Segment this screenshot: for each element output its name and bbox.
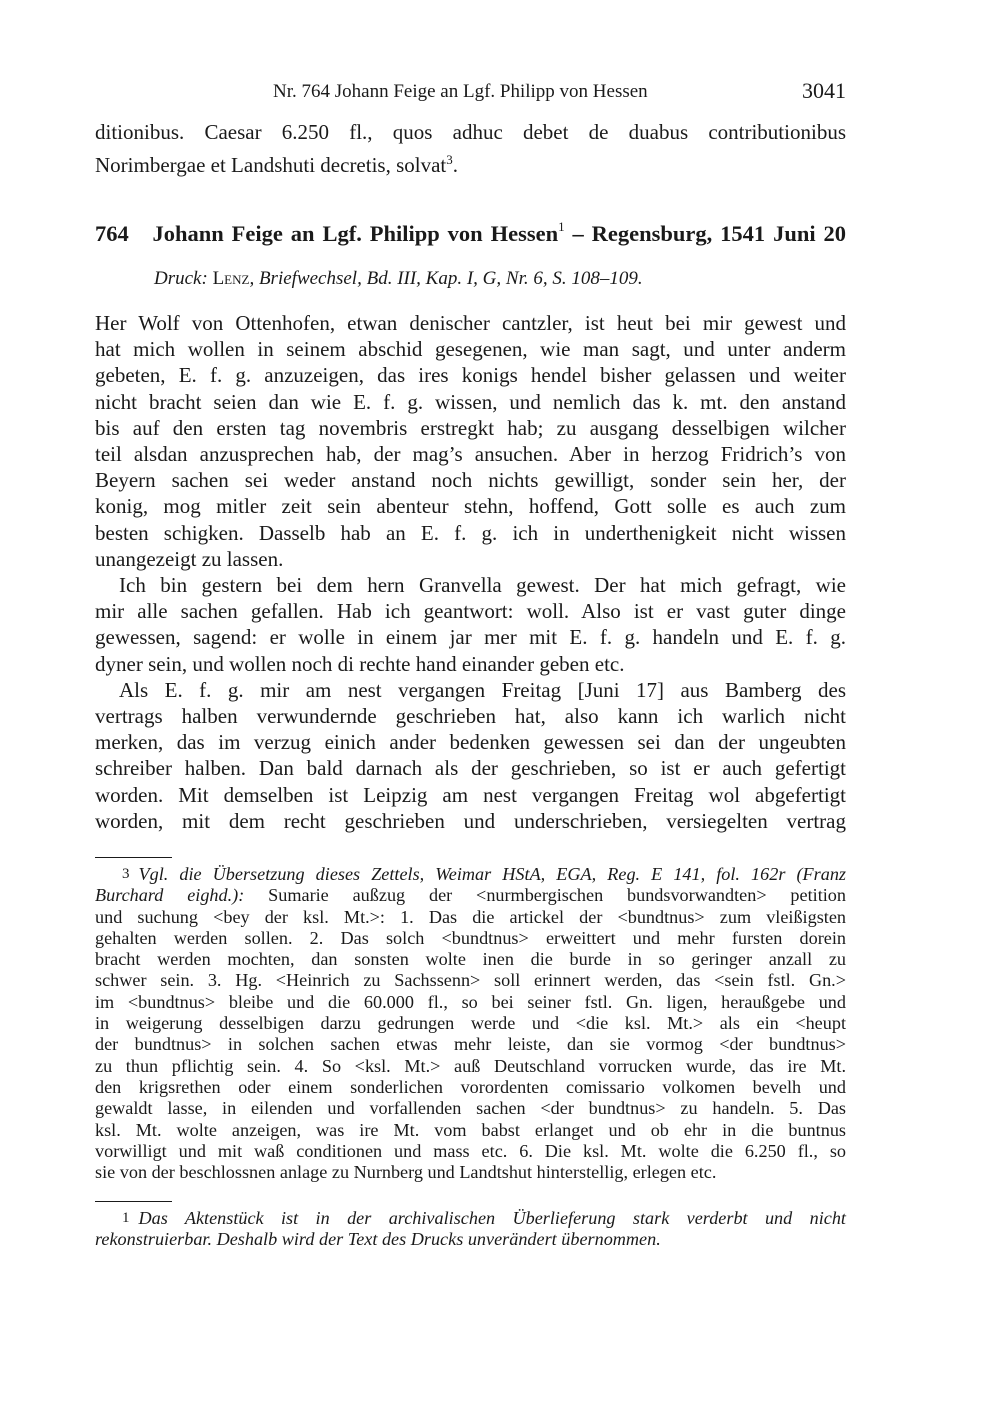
print-reference: Druck: Lenz, Briefwechsel, Bd. III, Kap. I, G, Nr. 6, S. 108–109. [154,268,643,289]
footnote-line: schwer sein. 3. Hg. <Heinrich zu Sachssenn> soll erinnert werden, das <sein fstl. Gn.> [95,970,846,991]
text-line: Als E. f. g. mir am nest vergangen Freitag [Juni 17] aus Bamberg des [119,677,846,702]
footnote-line: rekonstruierbar. Deshalb wird der Text des Drucks unverändert übernommen. [95,1229,661,1250]
footnote-divider [95,857,172,858]
text-line: Ich bin gestern bei dem hern Granvella gewest. Der hat mich gefragt, wie [119,573,846,598]
document-heading [95,221,846,247]
text-line: konig, mog mitler zeit sein abenteur stehn, hoffend, Gott solle es auch zum [95,494,846,519]
text-line: schreiber halben. Dan bald darnach als der geschrieben, so ist er auch gefertigt [95,756,846,781]
footnote-line: in weigerung desselbigen darzu gedrungen werde und <die ksl. Mt.> als ein <heupt [95,1013,846,1034]
text-line: gewessen, sagend: er wolle in einem jar mer mit E. f. g. handeln und E. f. g. [95,625,846,650]
footnote-line: im <bundtnus> bleibe und die 60.000 fl., so bei seiner fstl. Gn. ligen, heraußgebe und [95,991,846,1012]
footnote-line: gewaldt lasse, in eilenden und vorfallenden sachen <der bundtnus> zu handeln. 5. Das [95,1098,846,1119]
letter-body [95,310,846,834]
continuation-text [95,119,846,179]
author-name: Lenz [212,268,250,289]
footnote-number: 1 [122,1210,130,1226]
footnote-line: und suchung <bey der ksl. Mt.>: 1. Das die artickel der <bundtnus> zum vleißigsten [95,906,846,927]
footnote-line: bracht werden mochten, dan sonsten wolte inen die burde in so geringer anzall zu [95,949,846,970]
text-line: teil alsdan anzusprechen hab, der mag’s ansuchen. Aber in herzog Fridrich’s von [95,442,846,467]
text-line: worden. Mit demselben ist Leipzig am nest vergangen Freitag wol abgefertigt [95,782,846,807]
footnote-number: 3 [122,866,130,882]
text-line: unangezeigt zu lassen. [95,546,284,571]
document-title: Johann Feige an Lgf. Philipp von Hessen [152,221,559,246]
footnote-line: 1 Das Aktenstück ist in der archivalischen Überlieferung stark verderbt und nicht [122,1208,846,1228]
document-number: 764 [95,221,129,246]
text-line: nicht bracht seien dan wie E. f. g. wissen, und nemlich das k. mt. den anstand [95,389,846,414]
text-line: merken, das im verzug einich ander bedenken gewessen sei dan der ungeubten [95,730,846,755]
text-line: worden, mit dem recht geschrieben und underschrieben, versiegelten vertrag [95,808,846,833]
footnote-line: Burchard eighd.): Sumarie außzug der <nurmbergischen bundsvorwandten> petition [95,885,846,906]
text-line: hat mich wollen in seinem abschid gesegenen, wie man sagt, und unter anderm [95,337,846,362]
footnote-line: vorwilligt und mit waß conditionen und mass etc. 6. Die ksl. Mt. wolte die 6.250 fl., so [95,1140,846,1161]
footnote-line: gehalten werden sollen. 2. Das solch <bundtnus> erweittert und mehr fursten dorein [95,927,846,948]
footnote-line: den krigsrethen oder einem sonderlichen vorordenten comissario volkomen bevelh und [95,1076,846,1097]
footnote-ref-1: 1 [558,219,565,234]
text-line: Beyern sachen sei weder anstand noch nichts gewilligt, sonder sein her, der [95,468,846,493]
footnote-ref-3: 3 [446,152,453,167]
running-head [95,78,846,108]
text-line: dyner sein, und wollen noch di rechte hand einander geben etc. [95,651,625,676]
text-line: besten schigken. Dasselb hab an E. f. g. ich in underthenigkeit nicht wissen [95,520,846,545]
document-place-date: – Regensburg, 1541 Juni 20 [564,221,846,246]
footnote-3 [95,864,846,1183]
footnote-line: der bundtnus> in solchen sachen etwas mehr leiste, dan sie vormog <der bundtnus> [95,1034,846,1055]
text-line: mir alle sachen gefallen. Hab ich geantwort: woll. Also ist er vast guter dinge [95,599,846,624]
footnote-line: zu thun pflichtig sein. 4. So <ksl. Mt.> auß Deutschland vorrucken wurde, das ire Mt. [95,1055,846,1076]
text-line: vertrags halben verwundernde geschrieben hat, also kann ich warlich nicht [95,704,846,729]
text-line: gebeten, E. f. g. anzuzeigen, das ires konigs hendel bisher gelassen und weiter [95,363,846,388]
text-line: ditionibus. Caesar 6.250 fl., quos adhuc debet de duabus contributionibus [95,120,846,144]
footnote-line: ksl. Mt. wolte anzeigen, was ire Mt. vom babst erlanget und ob ehr in die buntnus [95,1119,846,1140]
running-title: Nr. 764 Johann Feige an Lgf. Philipp von Hessen [273,81,648,102]
footnote-1 [95,1208,846,1251]
footnote-divider [95,1201,172,1202]
text-line: Her Wolf von Ottenhofen, etwan denischer cantzler, ist heut bei mir gewest und [95,311,846,335]
footnote-line: 3 Vgl. die Übersetzung dieses Zettels, Weimar HStA, EGA, Reg. E 141, fol. 162r (Franz [122,864,846,884]
page-number: 3041 [802,78,846,103]
footnote-line: sie von der beschlossnen anlage zu Nurnberg und Landtshut hinterstellig, erlegen etc. [95,1162,717,1183]
text-line: bis auf den ersten tag novembris erstregkt hab; zu ausgang desselbigen wilcher [95,415,846,440]
text-line: Norimbergae et Landshuti decretis, solvat$^3$. [95,152,459,177]
